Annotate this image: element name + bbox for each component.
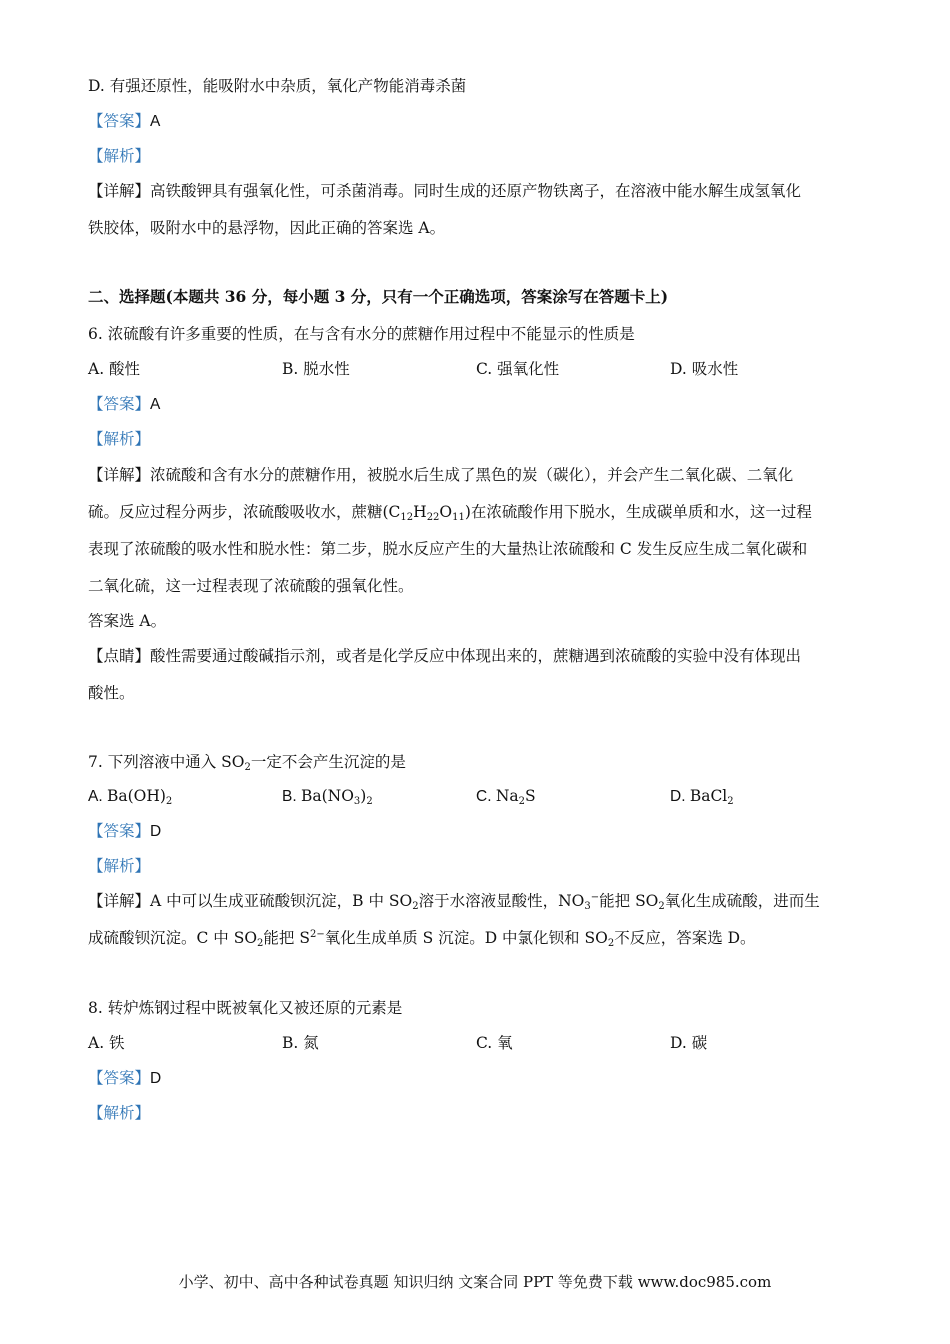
q6-detail-line-5: 答案选 A。 bbox=[88, 612, 167, 630]
q7-detail-line-1: 【详解】A 中可以生成亚硫酸钡沉淀，B 中 $SO_2$溶于水溶液显酸性，$NO_3^-$能把 $SO_2$氧化生成硫酸，进而生 bbox=[88, 892, 820, 912]
q6-detail-line-3: 表现了浓硫酸的吸水性和脱水性：第二步，脱水反应产生的大量热让浓硫酸和 C 发生反应生成二氧化碳和 bbox=[88, 540, 808, 558]
answer-value: D bbox=[150, 823, 162, 840]
answer-tag: 【答案】 bbox=[88, 1069, 151, 1087]
q8-option-a: A. 铁 bbox=[88, 1034, 125, 1052]
q5-option-d: D. 有强还原性，能吸附水中杂质，氧化产物能消毒杀菌 bbox=[88, 77, 467, 95]
q8-stem: 8. 转炉炼钢过程中既被氧化又被还原的元素是 bbox=[88, 999, 403, 1017]
q6-option-a: A. 酸性 bbox=[88, 360, 141, 378]
q7-stem: 7. 下列溶液中通入 $SO_2$一定不会产生沉淀的是 bbox=[88, 753, 406, 773]
q6-note-line-2: 酸性。 bbox=[88, 684, 135, 702]
q7-detail-line-2: 成硫酸钡沉淀。C 中 $SO_2$能把 $S^{2-}$氧化生成单质 S 沉淀。D 中氯化钡和 $SO_2$不反应，答案选 D。 bbox=[88, 929, 756, 949]
analysis-tag: 【解析】 bbox=[88, 857, 151, 875]
q7-option-c: C. $Na_2S$ bbox=[476, 787, 536, 807]
q6-option-c: C. 强氧化性 bbox=[476, 360, 560, 378]
q5-detail-line-2: 铁胶体，吸附水中的悬浮物，因此正确的答案选 A。 bbox=[88, 219, 446, 237]
q6-detail-line-2: 硫。反应过程分两步，浓硫酸吸收水，蔗糖$(C_{12}H_{22}O_{11})$在浓硫酸作用下脱水，生成碳单质和水，这一过程 bbox=[88, 503, 812, 523]
page-footer: 小学、初中、高中各种试卷真题 知识归纳 文案合同 PPT 等免费下载 www.doc985.com bbox=[178, 1273, 772, 1291]
answer-value: A bbox=[150, 396, 161, 413]
q6-option-d: D. 吸水性 bbox=[670, 360, 739, 378]
q7-answer-line bbox=[88, 821, 161, 842]
detail-tag: 【详解】 bbox=[88, 466, 151, 484]
q6-detail-line-1: 【详解】浓硫酸和含有水分的蔗糖作用，被脱水后生成了黑色的炭（碳化），并会产生二氧化碳、二氧化 bbox=[88, 466, 794, 484]
analysis-tag: 【解析】 bbox=[88, 147, 151, 165]
q8-answer-line bbox=[88, 1068, 161, 1089]
note-tag: 【点睛】 bbox=[88, 647, 151, 665]
detail-tag: 【详解】 bbox=[88, 182, 151, 200]
q8-option-d: D. 碳 bbox=[670, 1034, 708, 1052]
q8-option-c: C. 氧 bbox=[476, 1034, 513, 1052]
analysis-tag: 【解析】 bbox=[88, 430, 151, 448]
answer-tag: 【答案】 bbox=[88, 822, 151, 840]
q7-option-a: A. $Ba(OH)_2$ bbox=[88, 787, 173, 807]
analysis-tag: 【解析】 bbox=[88, 1104, 151, 1122]
detail-tag: 【详解】 bbox=[88, 892, 151, 910]
q6-option-b: B. 脱水性 bbox=[282, 360, 350, 378]
answer-tag: 【答案】 bbox=[88, 112, 151, 130]
q7-option-d: D. BaCl$_2$ bbox=[670, 787, 734, 807]
q8-option-b: B. 氮 bbox=[282, 1034, 319, 1052]
q7-option-b: B. $Ba(NO_3)_2$ bbox=[282, 787, 373, 807]
section-heading: 二、选择题(本题共 36 分，每小题 3 分，只有一个正确选项，答案涂写在答题卡上) bbox=[88, 287, 669, 306]
q5-answer-line bbox=[88, 111, 160, 132]
q5-detail-line-1: 【详解】高铁酸钾具有强氧化性，可杀菌消毒。同时生成的还原产物铁离子，在溶液中能水解生成氢氧化 bbox=[88, 182, 802, 200]
q6-note-line-1: 【点睛】酸性需要通过酸碱指示剂，或者是化学反应中体现出来的，蔗糖遇到浓硫酸的实验中没有体现出 bbox=[88, 647, 802, 665]
q6-stem: 6. 浓硫酸有许多重要的性质，在与含有水分的蔗糖作用过程中不能显示的性质是 bbox=[88, 325, 635, 343]
answer-value: D bbox=[150, 1070, 162, 1087]
q6-detail-line-4: 二氧化硫，这一过程表现了浓硫酸的强氧化性。 bbox=[88, 577, 414, 595]
answer-value: A bbox=[150, 113, 161, 130]
answer-tag: 【答案】 bbox=[88, 395, 151, 413]
q6-answer-line bbox=[88, 394, 160, 415]
